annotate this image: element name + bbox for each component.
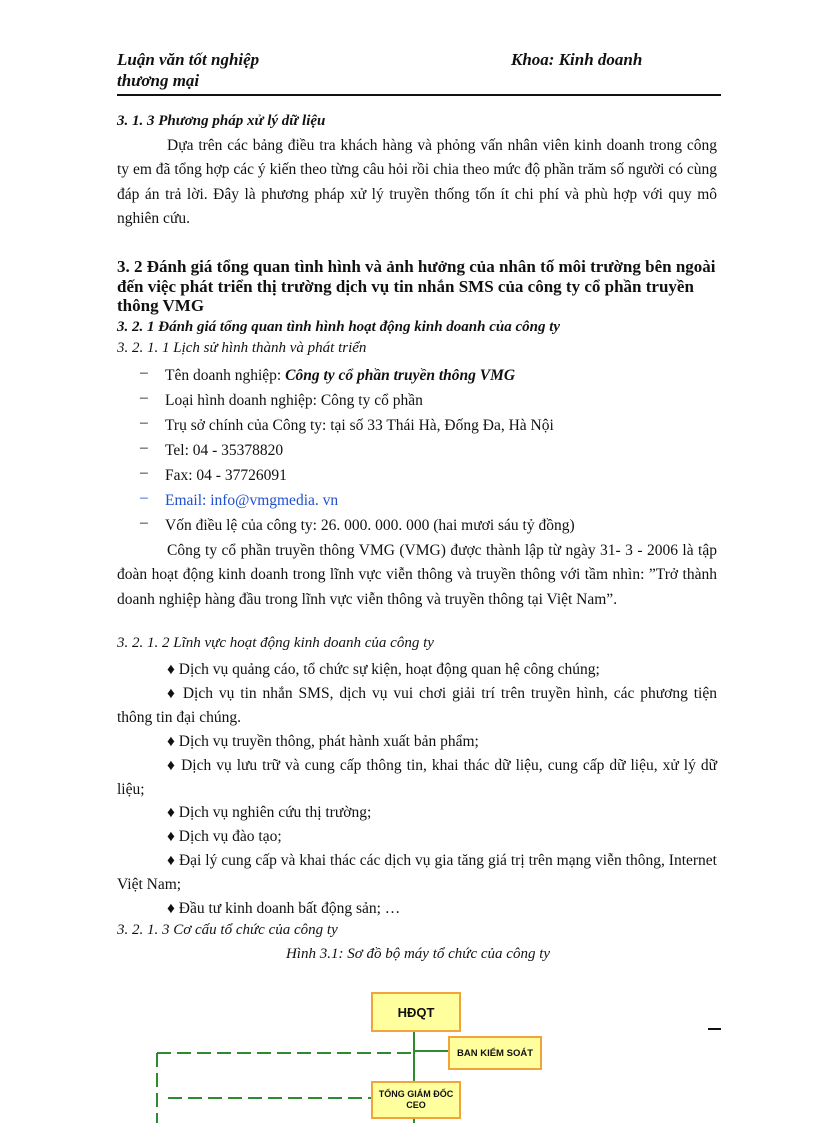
header-left-line1: Luận văn tốt nghiệp [117, 50, 260, 69]
email-link[interactable]: info@vmgmedia. vn [210, 492, 339, 509]
diamond-bullet-icon: ♦ [167, 804, 179, 821]
dash-marker: – [140, 439, 148, 456]
dash-marker: – [140, 489, 148, 506]
section-3211-title: 3. 2. 1. 1 Lịch sử hình thành và phát triển [117, 340, 367, 356]
company-type: Loại hình doanh nghiệp: Công ty cổ phần [165, 392, 423, 409]
company-name: Công ty cổ phần truyền thông VMG [285, 367, 516, 384]
list-item: ♦ Đầu tư kinh doanh bất động sản; … [167, 900, 401, 917]
company-label: Tên doanh nghiệp: [165, 367, 282, 384]
diamond-bullet-icon: ♦ [167, 757, 182, 774]
dash-marker: – [140, 414, 148, 431]
company-address: Trụ sở chính của Công ty: tại số 33 Thái Hà, Đống Đa, Hà Nội [165, 417, 554, 434]
diamond-bullet-icon: ♦ [167, 900, 179, 917]
diamond-bullet-icon: ♦ [167, 661, 179, 678]
figure-caption: Hình 3.1: Sơ đồ bộ máy tổ chức của công ty [285, 946, 551, 962]
list-item: ♦ Dịch vụ quảng cáo, tổ chức sự kiện, hoạt động quan hệ công chúng; [167, 661, 600, 678]
org-box-board: HĐQT [371, 992, 461, 1032]
diamond-bullet-icon: ♦ [167, 852, 179, 869]
diamond-bullet-icon: ♦ [167, 685, 183, 702]
list-item: ♦ Dịch vụ truyền thông, phát hành xuất bản phẩm; [167, 733, 479, 750]
dash-marker: – [140, 464, 148, 481]
email-label: Email: [165, 492, 207, 509]
list-item: ♦ Dịch vụ đào tạo; [167, 828, 282, 845]
dash-marker: – [140, 514, 148, 531]
list-item: ♦ Dịch vụ tin nhắn SMS, dịch vụ vui chơi giải trí trên truyền hình, các phương tiện thông tin đại chúng. [117, 685, 717, 727]
list-item: ♦ Dịch vụ nghiên cứu thị trường; [167, 804, 372, 821]
header-left-line2: thương mại [117, 71, 200, 90]
header-right: Khoa: Kinh doanh [511, 50, 643, 69]
section-3213-title: 3. 2. 1. 3 Cơ cấu tổ chức của công ty [117, 922, 338, 938]
org-box-supervisory: BAN KIỂM SOÁT [448, 1036, 542, 1070]
org-box-ceo: TỔNG GIÁM ĐỐC CEO [371, 1081, 461, 1119]
company-capital: Vốn điều lệ của công ty: 26. 000. 000. 000 (hai mươi sáu tỷ đồng) [165, 517, 575, 534]
diamond-bullet-icon: ♦ [167, 733, 179, 750]
section-313-title: 3. 1. 3 Phương pháp xử lý dữ liệu [117, 113, 326, 129]
company-fax: Fax: 04 - 37726091 [165, 467, 287, 484]
dash-marker: – [140, 364, 148, 381]
list-item: ♦ Đại lý cung cấp và khai thác các dịch vụ gia tăng giá trị trên mạng viễn thông, Internet Việt Nam; [117, 852, 717, 894]
section-32-title: 3. 2 Đánh giá tổng quan tình hình và ảnh hưởng của nhân tố môi trường bên ngoài đến việc phát triển thị trường dịch vụ tin nhắn SMS của công ty cổ phần truyền thông VMG [117, 257, 716, 315]
section-313-paragraph: Dựa trên các bảng điều tra khách hàng và phỏng vấn nhân viên kinh doanh trong công ty em đã tổng hợp các ý kiến theo từng câu hỏi rồi chia theo mức độ phần trăm số người có cùng đáp án trả lời. Đây là phương pháp xử lý truyền thống tốn ít chi phí và phù hợp với quy mô nghiên cứu. [117, 137, 717, 227]
list-item: ♦ Dịch vụ lưu trữ và cung cấp thông tin, khai thác dữ liệu, cung cấp dữ liệu, xử lý dữ liệu; [117, 757, 717, 799]
section-321-title: 3. 2. 1 Đánh giá tổng quan tình hình hoạt động kinh doanh của công ty [117, 319, 561, 335]
company-tel: Tel: 04 - 35378820 [165, 442, 284, 459]
dash-marker: – [140, 389, 148, 406]
diamond-bullet-icon: ♦ [167, 828, 179, 845]
section-3212-title: 3. 2. 1. 2 Lĩnh vực hoạt động kinh doanh của công ty [117, 635, 434, 651]
section-3211-paragraph: Công ty cổ phần truyền thông VMG (VMG) được thành lập từ ngày 31- 3 - 2006 là tập đoàn hoạt động kinh doanh trong lĩnh vực viễn thông và truyền thông với tầm nhìn: ”Trở thành doanh nghiệp hàng đầu trong lĩnh vực viễn thông và truyền thông tại Việt Nam”. [117, 542, 717, 608]
